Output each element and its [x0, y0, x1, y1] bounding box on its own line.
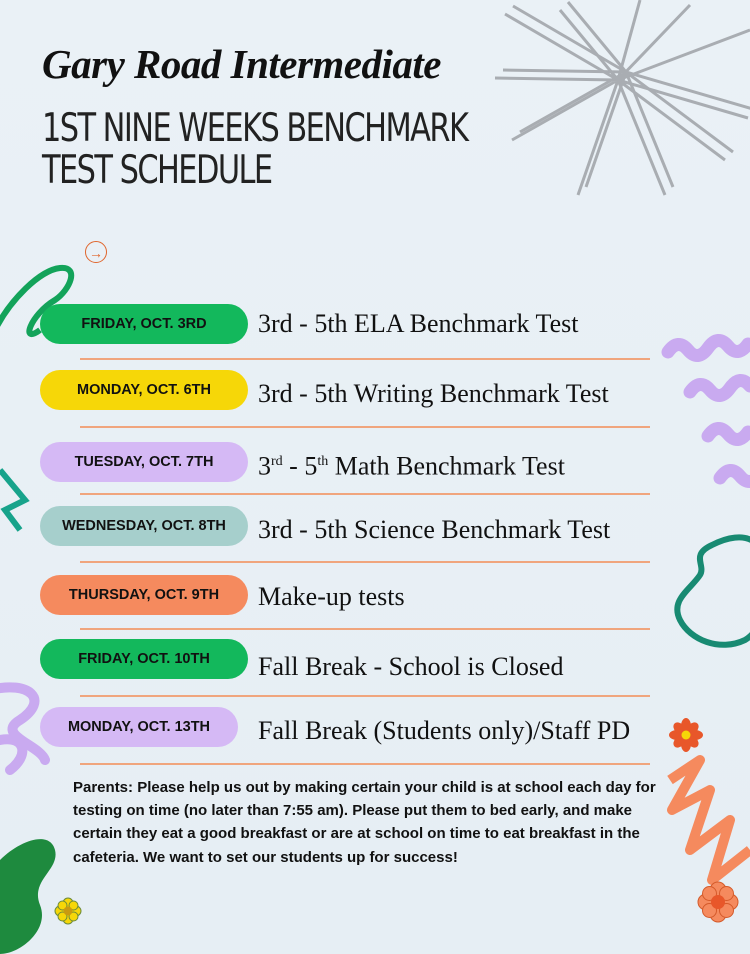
event-text: Fall Break - School is Closed: [258, 652, 564, 681]
row-divider: [80, 561, 650, 563]
event-text-part: - 5: [282, 451, 318, 481]
school-name: Gary Road Intermediate: [42, 41, 441, 87]
row-divider: [80, 493, 650, 495]
schedule-row: [0, 575, 750, 635]
schedule-row: [0, 442, 750, 502]
date-pill: TUESDAY, OCT. 7TH: [40, 442, 248, 482]
row-divider: [80, 695, 650, 697]
green-blob-icon: [0, 839, 56, 954]
row-divider: [80, 426, 650, 428]
row-divider: [80, 358, 650, 360]
event-text: Fall Break (Students only)/Staff PD: [258, 716, 631, 745]
flower-icon: [698, 882, 738, 922]
schedule-row: [0, 304, 750, 364]
row-divider: [80, 628, 650, 630]
event-text-part: Math Benchmark Test: [328, 451, 565, 481]
event-text: Make-up tests: [258, 582, 405, 611]
date-pill: MONDAY, OCT. 6TH: [40, 370, 248, 410]
event-text-sup: th: [317, 454, 329, 469]
event-text-part: 3: [258, 451, 271, 481]
starburst-icon: [495, 0, 750, 195]
event-text: 3rd - 5th Writing Benchmark Test: [258, 379, 609, 408]
date-pill: MONDAY, OCT. 13TH: [40, 707, 238, 747]
orange-zigzag-icon: [670, 760, 750, 880]
flower-icon: [55, 898, 81, 924]
arrow-right-icon[interactable]: →: [85, 241, 107, 263]
event-text-sup: rd: [271, 454, 283, 469]
schedule-row: [0, 639, 750, 699]
date-pill: FRIDAY, OCT. 10TH: [40, 639, 248, 679]
row-divider: [80, 763, 650, 765]
date-pill: THURSDAY, OCT. 9TH: [40, 575, 248, 615]
date-pill: WEDNESDAY, OCT. 8TH: [40, 506, 248, 546]
parent-note: Parents: Please help us out by making certain your child is at school each day for testing on time (no later than 7:55 am). Please put them to bed early, and make certain they eat a good breakfast or are at school on time to eat breakfast in the cafeteria. We want to set our students up for success!: [73, 779, 656, 866]
date-pill: FRIDAY, OCT. 3RD: [40, 304, 248, 344]
event-text: [258, 442, 565, 482]
event-text: 3rd - 5th Science Benchmark Test: [258, 515, 611, 544]
schedule-row: [0, 707, 750, 767]
schedule-row: [0, 370, 750, 430]
schedule-row: [0, 506, 750, 566]
event-text: 3rd - 5th ELA Benchmark Test: [258, 309, 579, 338]
page-title: 1ST NINE WEEKS BENCHMARK TEST SCHEDULE: [42, 106, 468, 193]
